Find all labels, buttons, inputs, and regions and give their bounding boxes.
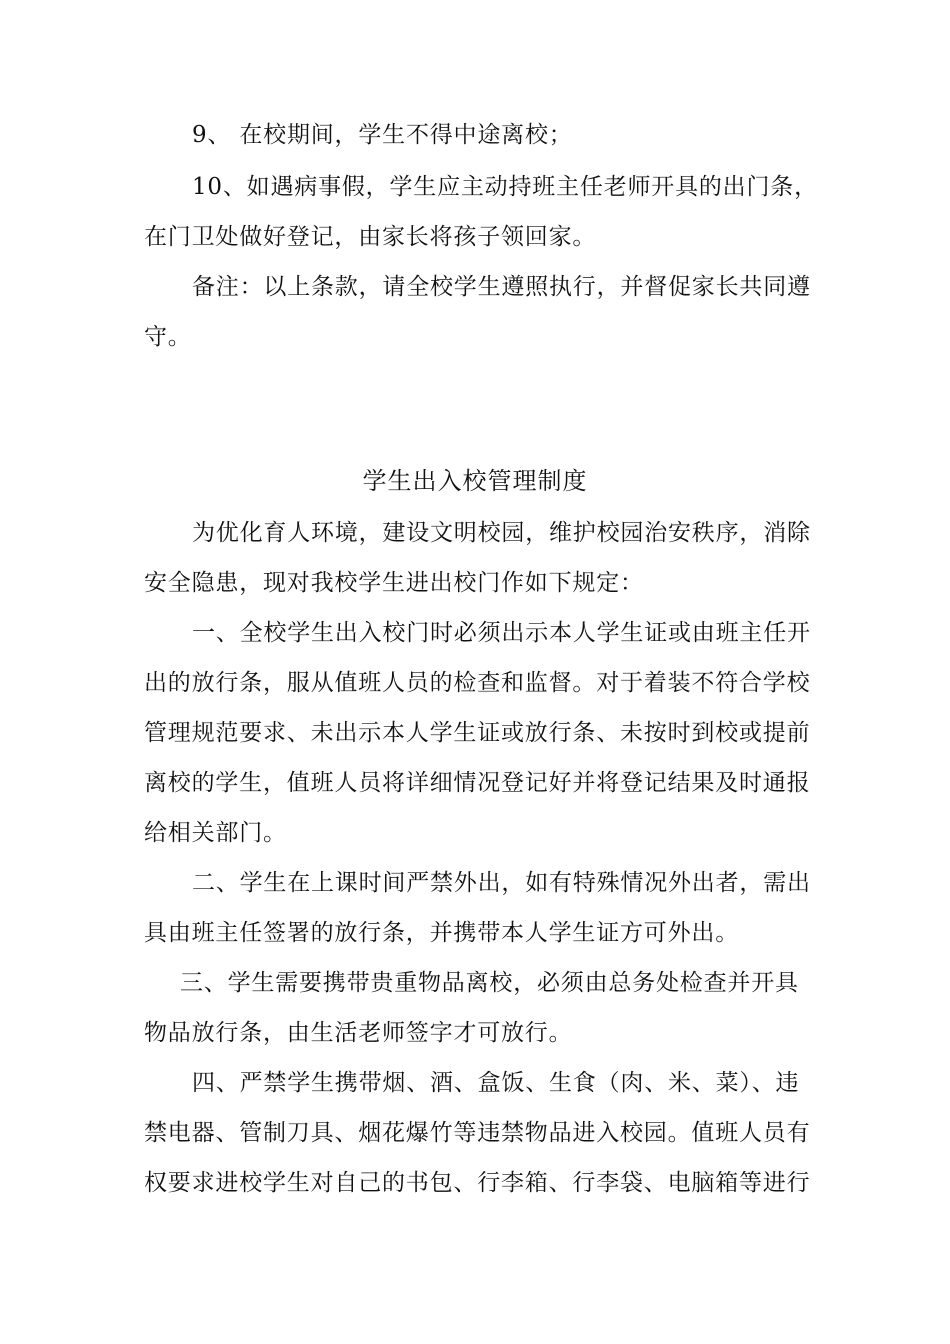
note-line: 备注：以上条款，请全校学生遵照执行，并督促家长共同遵 (192, 274, 811, 300)
paragraph-line: 二、学生在上课时间严禁外出，如有特殊情况外出者，需出 (192, 870, 811, 896)
paragraph-line: 四、严禁学生携带烟、酒、盒饭、生食（肉、米、菜）、违 (192, 1070, 800, 1096)
paragraph-line: 物品放行条，由生活老师签字才可放行。 (144, 1020, 573, 1046)
paragraph-line: 出的放行条，服从值班人员的检查和监督。对于着装不符合学校 (144, 670, 811, 696)
paragraph-line: 一、全校学生出入校门时必须出示本人学生证或由班主任开 (192, 620, 811, 646)
paragraph-line: 具由班主任签署的放行条，并携带本人学生证方可外出。 (144, 920, 739, 946)
note-line: 守。 (144, 324, 192, 350)
paragraph-line: 在门卫处做好登记，由家长将孩子领回家。 (144, 224, 597, 250)
paragraph-line: 安全隐患，现对我校学生进出校门作如下规定： (144, 570, 644, 596)
paragraph-line: 离校的学生，值班人员将详细情况登记好并将登记结果及时通报 (144, 770, 811, 796)
section-title: 学生出入校管理制度 (362, 467, 588, 495)
paragraph-line: 9、 在校期间，学生不得中途离校； (192, 122, 573, 148)
paragraph-line: 权要求进校学生对自己的书包、行李箱、行李袋、电脑箱等进行 (144, 1170, 811, 1196)
paragraph-line: 禁电器、管制刀具、烟花爆竹等违禁物品进入校园。值班人员有 (144, 1120, 811, 1146)
paragraph-line: 为优化育人环境，建设文明校园，维护校园治安秩序，消除 (192, 520, 811, 546)
paragraph-line: 给相关部门。 (144, 820, 287, 846)
paragraph-line: 三、学生需要携带贵重物品离校，必须由总务处检查并开具 (180, 970, 799, 996)
paragraph-line: 10、如遇病事假，学生应主动持班主任老师开具的出门条， (192, 174, 818, 200)
paragraph-line: 管理规范要求、未出示本人学生证或放行条、未按时到校或提前 (144, 720, 811, 746)
